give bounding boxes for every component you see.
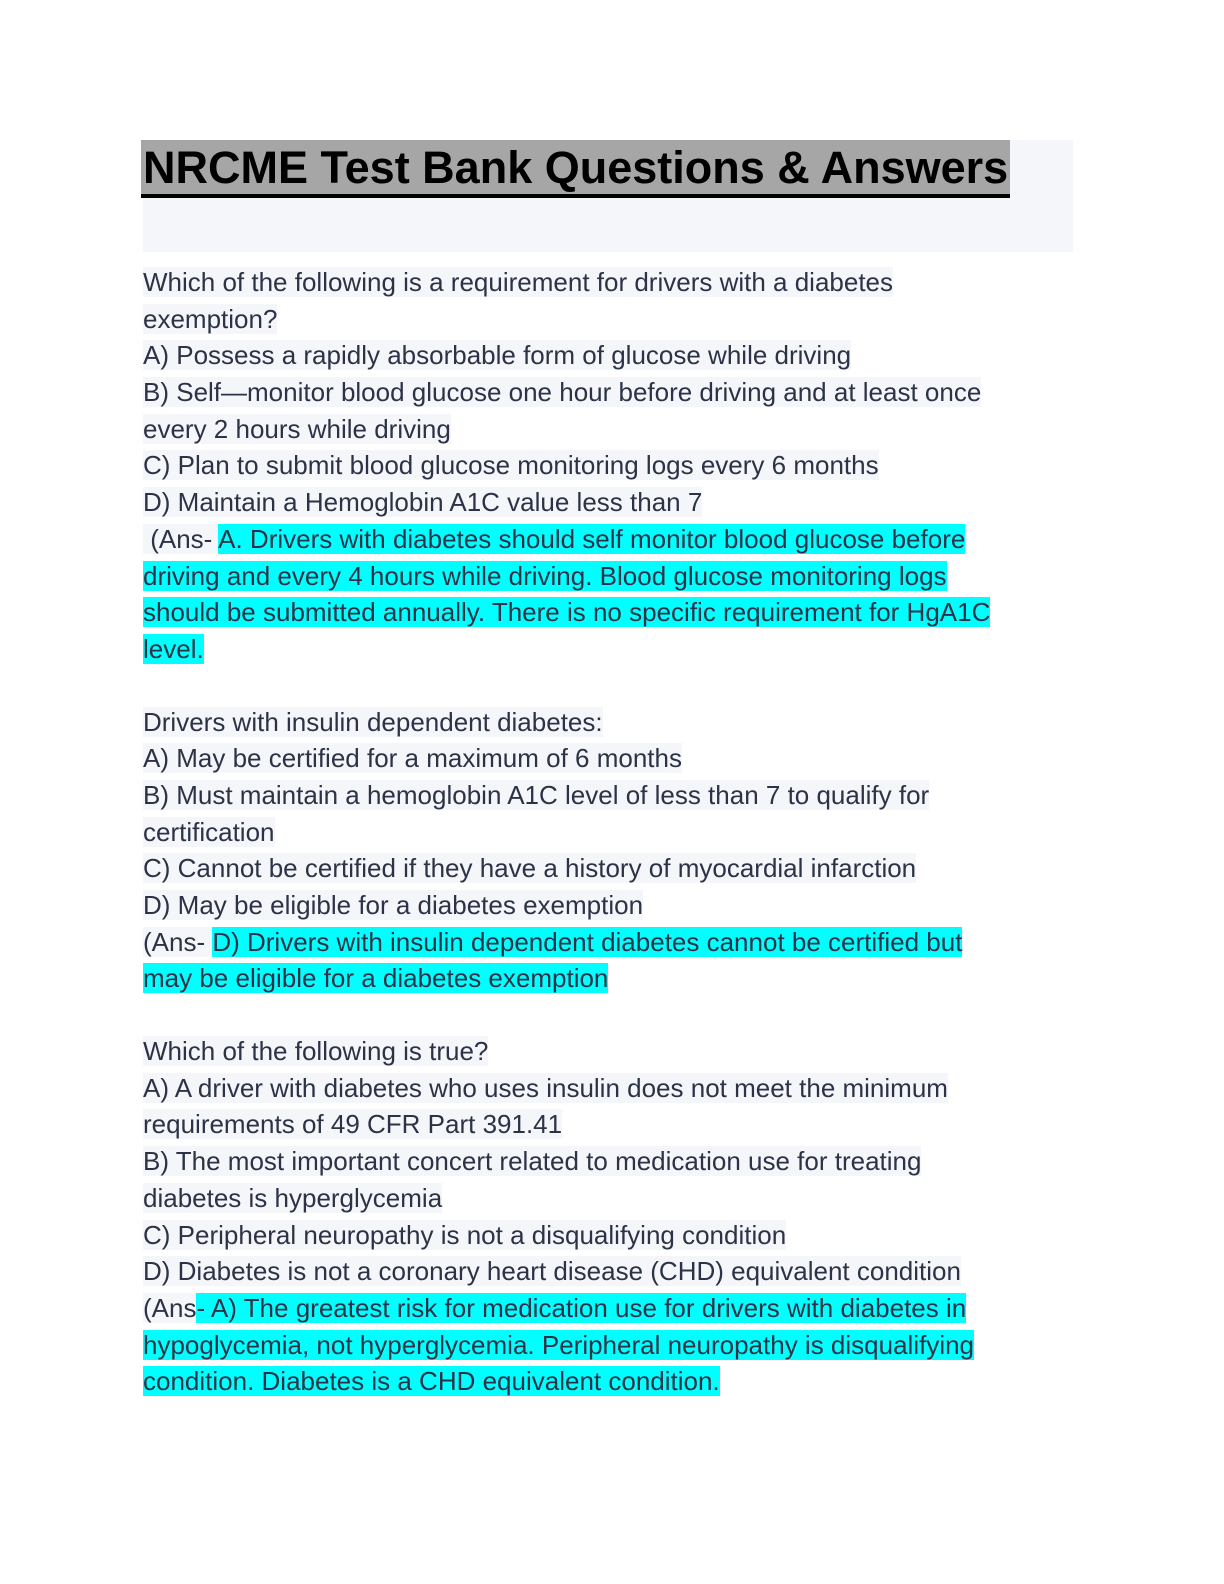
question-text-line: Which of the following is true?: [143, 1036, 489, 1067]
question-1: [143, 264, 1073, 668]
option-line: A) Possess a rapidly absorbable form of glucose while driving: [143, 340, 852, 371]
title-block: [143, 140, 1073, 252]
answer-highlight: hypoglycemia, not hyperglycemia. Peripheral neuropathy is disqualifying: [143, 1329, 975, 1360]
question-3: [143, 1033, 1073, 1400]
answer-line: [143, 594, 1073, 631]
answer-line: [143, 521, 1073, 558]
answer-highlight: level.: [143, 633, 204, 664]
option-line: D) Diabetes is not a coronary heart disease (CHD) equivalent condition: [143, 1256, 961, 1287]
answer-highlight: - A) The greatest risk for medication use for drivers with diabetes in: [196, 1292, 967, 1323]
option-line: C) Cannot be certified if they have a history of myocardial infarction: [143, 853, 917, 884]
answer-highlight: should be submitted annually. There is no specific requirement for HgA1C: [143, 597, 991, 628]
document-page: [143, 140, 1073, 1436]
answer-line: [143, 960, 1073, 997]
option-line: D) Maintain a Hemoglobin A1C value less than 7: [143, 487, 703, 518]
question-text-line: Which of the following is a requirement for drivers with a diabetes: [143, 267, 894, 297]
option-line: B) The most important concert related to medication use for treating: [143, 1146, 922, 1177]
answer-highlight: A. Drivers with diabetes should self monitor blood glucose before: [218, 523, 966, 554]
answer-line: [143, 558, 1073, 595]
page-title: NRCME Test Bank Questions & Answers: [141, 140, 1010, 198]
option-line: every 2 hours while driving: [143, 413, 451, 444]
answer-line: [143, 1327, 1073, 1364]
answer-line: [143, 1363, 1073, 1400]
answer-prefix: (Ans-: [143, 926, 213, 957]
answer-highlight: driving and every 4 hours while driving. Blood glucose monitoring logs: [143, 560, 947, 591]
answer-highlight: condition. Diabetes is a CHD equivalent condition.: [143, 1366, 720, 1397]
option-line: B) Must maintain a hemoglobin A1C level of less than 7 to qualify for: [143, 779, 930, 810]
answer-highlight: may be eligible for a diabetes exemption: [143, 963, 609, 994]
answer-prefix: (Ans: [143, 1292, 197, 1323]
option-line: A) A driver with diabetes who uses insulin does not meet the minimum: [143, 1072, 948, 1103]
option-line: D) May be eligible for a diabetes exemption: [143, 890, 644, 920]
option-line: B) Self—monitor blood glucose one hour before driving and at least once: [143, 377, 982, 408]
option-line: diabetes is hyperglycemia: [143, 1182, 443, 1213]
question-2: [143, 704, 1073, 998]
option-line: certification: [143, 816, 275, 847]
answer-line: [143, 1290, 1073, 1327]
answer-prefix: (Ans-: [143, 523, 219, 554]
question-text-line: Drivers with insulin dependent diabetes:: [143, 706, 603, 737]
option-line: C) Plan to submit blood glucose monitoring logs every 6 months: [143, 450, 879, 481]
answer-highlight: D) Drivers with insulin dependent diabetes cannot be certified but: [212, 926, 963, 957]
answer-line: [143, 924, 1073, 961]
option-line: A) May be certified for a maximum of 6 months: [143, 743, 682, 774]
option-line: C) Peripheral neuropathy is not a disqualifying condition: [143, 1219, 787, 1250]
answer-line: [143, 631, 1073, 668]
option-line: requirements of 49 CFR Part 391.41: [143, 1109, 563, 1140]
question-text-line: exemption?: [143, 303, 278, 334]
